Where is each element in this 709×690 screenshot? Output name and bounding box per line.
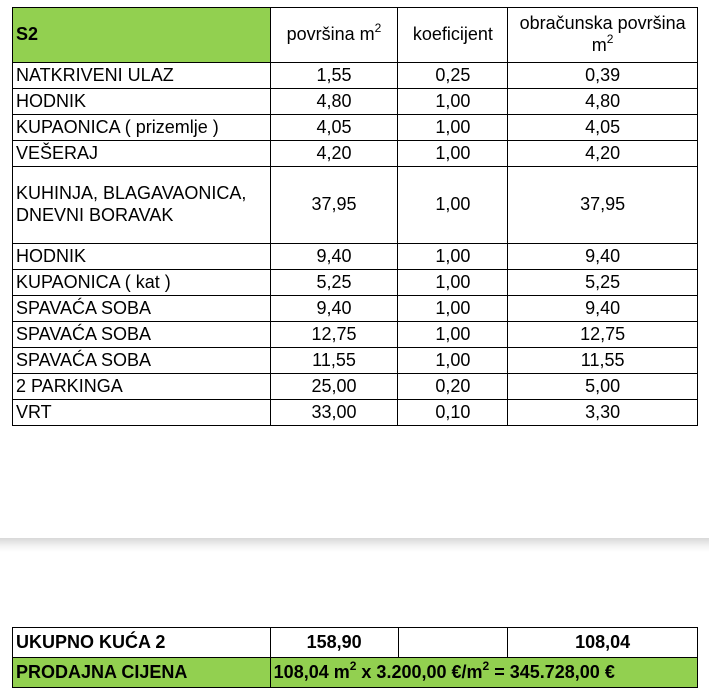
room-coefficient: 1,00: [398, 141, 508, 167]
room-area: 9,40: [270, 244, 398, 270]
room-area: 25,00: [270, 374, 398, 400]
room-coefficient: 1,00: [398, 244, 508, 270]
summary-table: [12, 627, 698, 688]
price-row: [13, 658, 698, 688]
room-coefficient: 1,00: [398, 348, 508, 374]
room-coefficient: 1,00: [398, 270, 508, 296]
room-name: KUPAONICA ( prizemlje ): [13, 115, 271, 141]
unit-name-cell: S2: [13, 8, 271, 63]
room-coefficient: 1,00: [398, 322, 508, 348]
table-row: [13, 296, 698, 322]
table-row: [13, 89, 698, 115]
table-row: [13, 400, 698, 426]
area-header: površina $m^2$: [270, 8, 398, 63]
total-coefficient: [398, 628, 508, 658]
room-coefficient: 0,10: [398, 400, 508, 426]
table-header-row: [13, 8, 698, 63]
table-row: [13, 63, 698, 89]
room-area: 4,80: [270, 89, 398, 115]
room-area: 12,75: [270, 322, 398, 348]
table-row: [13, 167, 698, 244]
room-name: NATKRIVENI ULAZ: [13, 63, 271, 89]
calculated-area-header: obračunska površina $m^2$: [508, 8, 698, 63]
room-area: 9,40: [270, 296, 398, 322]
room-calculated-area: 4,05: [508, 115, 698, 141]
total-label: UKUPNO KUĆA 2: [13, 628, 271, 658]
room-calculated-area: 4,20: [508, 141, 698, 167]
area-table: [12, 7, 698, 426]
table-row: [13, 348, 698, 374]
room-calculated-area: 9,40: [508, 244, 698, 270]
table-row: [13, 374, 698, 400]
room-name: 2 PARKINGA: [13, 374, 271, 400]
table-row: [13, 270, 698, 296]
total-calculated-area: 108,04: [508, 628, 698, 658]
table-row: [13, 322, 698, 348]
total-row: [13, 628, 698, 658]
room-calculated-area: 37,95: [508, 167, 698, 244]
room-name: SPAVAĆA SOBA: [13, 322, 271, 348]
room-coefficient: 1,00: [398, 296, 508, 322]
room-calculated-area: 3,30: [508, 400, 698, 426]
room-area: 4,20: [270, 141, 398, 167]
room-calculated-area: 11,55: [508, 348, 698, 374]
room-coefficient: 1,00: [398, 89, 508, 115]
room-coefficient: 1,00: [398, 115, 508, 141]
room-name: VEŠERAJ: [13, 141, 271, 167]
room-calculated-area: 5,25: [508, 270, 698, 296]
room-calculated-area: 4,80: [508, 89, 698, 115]
room-name: KUHINJA, BLAGAVAONICA, DNEVNI BORAVAK: [13, 167, 271, 244]
room-calculated-area: 5,00: [508, 374, 698, 400]
room-coefficient: 1,00: [398, 167, 508, 244]
room-coefficient: 0,20: [398, 374, 508, 400]
room-area: 33,00: [270, 400, 398, 426]
room-calculated-area: 0,39: [508, 63, 698, 89]
room-name: HODNIK: [13, 244, 271, 270]
table-row: [13, 141, 698, 167]
room-name: KUPAONICA ( kat ): [13, 270, 271, 296]
room-coefficient: 0,25: [398, 63, 508, 89]
room-calculated-area: 9,40: [508, 296, 698, 322]
room-area: 37,95: [270, 167, 398, 244]
room-area: 1,55: [270, 63, 398, 89]
room-area: 4,05: [270, 115, 398, 141]
coefficient-header: koeficijent: [398, 8, 508, 63]
total-area: 158,90: [270, 628, 398, 658]
price-label: PRODAJNA CIJENA: [13, 658, 271, 688]
room-name: VRT: [13, 400, 271, 426]
table-row: [13, 115, 698, 141]
section-divider: [0, 538, 709, 552]
room-area: 5,25: [270, 270, 398, 296]
table-row: [13, 244, 698, 270]
room-name: HODNIK: [13, 89, 271, 115]
room-calculated-area: 12,75: [508, 322, 698, 348]
room-name: SPAVAĆA SOBA: [13, 348, 271, 374]
price-formula: 108,04 $m^2$ x 3.200,00 $€/m^2 = 345.728,00$ €: [270, 658, 697, 688]
room-area: 11,55: [270, 348, 398, 374]
room-name: SPAVAĆA SOBA: [13, 296, 271, 322]
